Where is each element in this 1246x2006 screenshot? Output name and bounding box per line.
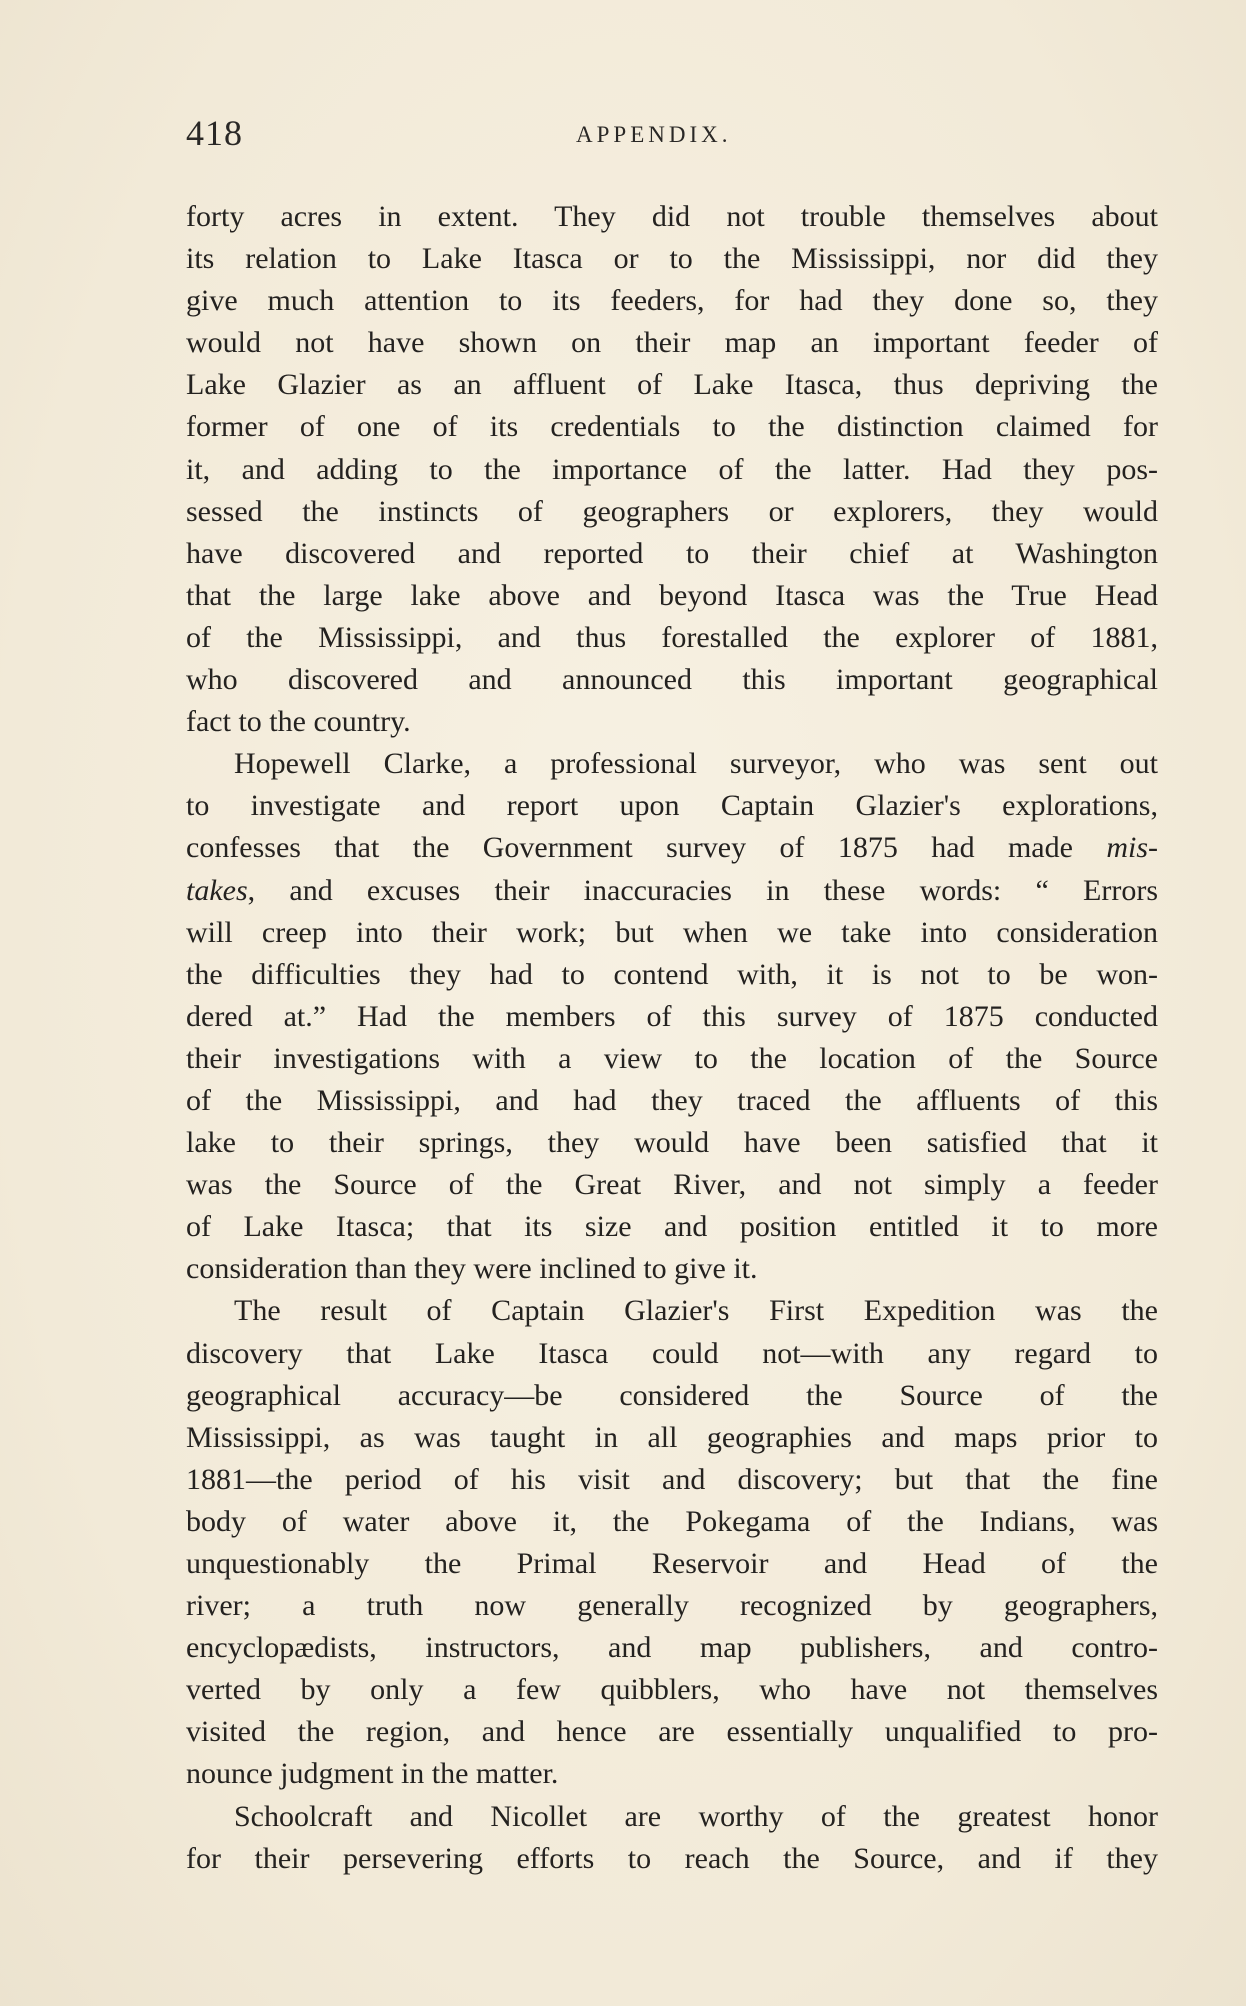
text-line: who discovered and announced this important geographical [186, 663, 1158, 697]
text-line: its relation to Lake Itasca or to the Mississippi, nor did they [186, 242, 1158, 276]
text-line: the difficulties they had to contend with, it is not to be won- [186, 957, 1158, 991]
paragraph-3 [186, 1290, 1158, 1795]
text-line: forty acres in extent. They did not trouble themselves about [186, 200, 1158, 233]
text-line: body of water above it, the Pokegama of the Indians, was [186, 1504, 1158, 1538]
text-line: fact to the country. [186, 705, 411, 739]
text-line: would not have shown on their map an important feeder of [186, 326, 1158, 360]
text-line: lake to their springs, they would have been satisfied that it [186, 1126, 1158, 1160]
text-fragment: confesses that the Government survey of 1875 had made [186, 831, 1073, 865]
body-text [186, 196, 1158, 1880]
text-line: consideration than they were inclined to give it. [186, 1252, 758, 1286]
text-line: river; a truth now generally recognized by geographers, [186, 1589, 1158, 1623]
running-head-title: APPENDIX. [576, 122, 732, 147]
text-line: Schoolcraft and Nicollet are worthy of the greatest honor [234, 1799, 1158, 1833]
text-line: their investigations with a view to the location of the Source [186, 1041, 1158, 1075]
text-line: Mississippi, as was taught in all geographies and maps prior to [186, 1420, 1158, 1454]
text-line: will creep into their work; but when we take into consideration [186, 915, 1158, 949]
text-line: nounce judgment in the matter. [186, 1757, 559, 1791]
text-line: sessed the instincts of geographers or explorers, they would [186, 494, 1158, 528]
running-head [186, 112, 1158, 162]
text-line [186, 870, 1158, 912]
italic-fragment: mis- [1106, 831, 1158, 865]
page-number: 418 [186, 113, 243, 153]
text-line: geographical accuracy—be considered the Source of the [186, 1378, 1158, 1412]
paragraph-2 [186, 743, 1158, 1290]
text-fragment: , and excuses their inaccuracies in these words: “ Errors [247, 873, 1158, 907]
text-line: Hopewell Clarke, a professional surveyor, who was sent out [234, 747, 1158, 781]
text-line: that the large lake above and beyond Itasca was the True Head [186, 578, 1158, 612]
text-line: Lake Glazier as an affluent of Lake Itasca, thus depriving the [186, 368, 1158, 402]
text-line: dered at.” Had the members of this survey of 1875 conducted [186, 999, 1158, 1033]
paragraph-4 [186, 1796, 1158, 1880]
text-line: was the Source of the Great River, and not simply a feeder [186, 1168, 1158, 1202]
text-line [186, 827, 1158, 869]
text-line: 1881—the period of his visit and discovery; but that the fine [186, 1462, 1158, 1496]
text-line: former of one of its credentials to the distinction claimed for [186, 410, 1158, 444]
paragraph-1 [186, 196, 1158, 743]
text-line: have discovered and reported to their chief at Washington [186, 536, 1158, 570]
text-line: unquestionably the Primal Reservoir and Head of the [186, 1547, 1158, 1580]
italic-fragment: takes [186, 873, 248, 907]
text-line: of the Mississippi, and had they traced the affluents of this [186, 1083, 1158, 1117]
text-line: of the Mississippi, and thus forestalled the explorer of 1881, [186, 620, 1158, 654]
text-line: visited the region, and hence are essentially unqualified to pro- [186, 1715, 1158, 1749]
text-line: to investigate and report upon Captain Glazier's explorations, [186, 789, 1158, 823]
text-line: it, and adding to the importance of the latter. Had they pos- [186, 452, 1158, 486]
text-line: discovery that Lake Itasca could not—with any regard to [186, 1336, 1158, 1370]
text-line: The result of Captain Glazier's First Expedition was the [234, 1294, 1158, 1328]
text-line: for their persevering efforts to reach the Source, and if they [186, 1841, 1158, 1875]
text-line: encyclopædists, instructors, and map publishers, and contro- [186, 1631, 1158, 1665]
text-line: give much attention to its feeders, for had they done so, they [186, 284, 1158, 318]
text-line: of Lake Itasca; that its size and position entitled it to more [186, 1210, 1158, 1244]
text-line: verted by only a few quibblers, who have not themselves [186, 1673, 1158, 1707]
